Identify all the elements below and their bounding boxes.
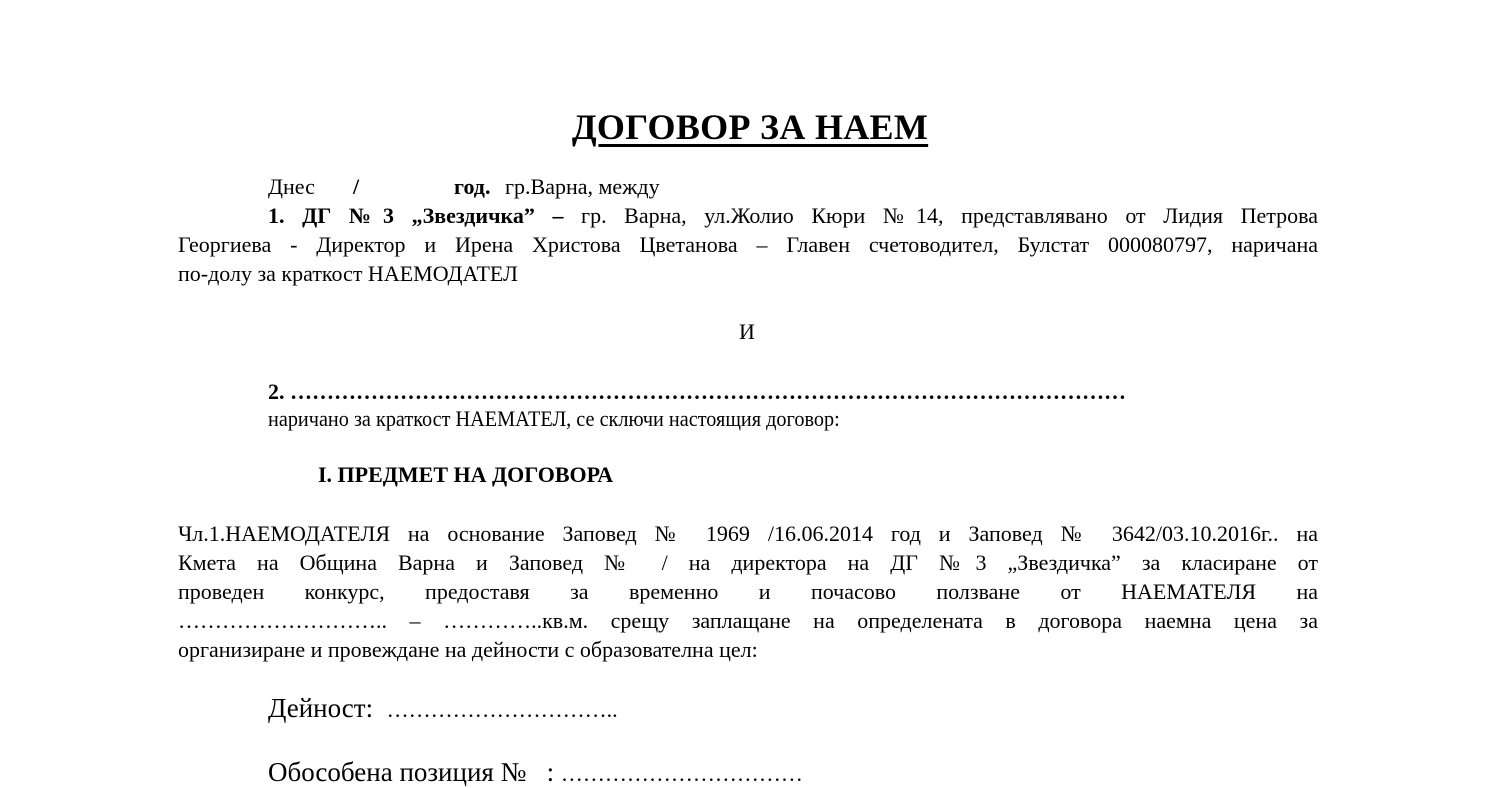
article-line: проведен конкурс, предоставя за временно и почасово ползване от НАЕМАТЕЛЯ на [178,579,1318,604]
party1-paragraph [178,201,1318,288]
article-1-paragraph [178,519,1318,664]
party1-line-3: по-долу за краткост НАЕМОДАТЕЛ [178,261,518,286]
conjunction: И [739,319,755,344]
activity-label: Дейност: [268,693,374,723]
party1-name: ДГ №3 „Звездичка” – [302,203,564,228]
position-field [268,757,803,788]
activity-field [268,693,618,724]
party1-number: 1. [268,203,285,228]
intro-year-label: год. [454,174,491,199]
position-separator: : [546,757,555,787]
section-heading: I. ПРЕДМЕТ НА ДОГОВОРА [318,462,614,487]
article-line: ……………………….. – …………..кв.м. срещу заплащане на определената в договора наемна цена за [178,608,1318,633]
intro-place: гр.Варна, между [505,174,660,199]
article-line: Чл.1.НАЕМОДАТЕЛЯ на основание Заповед № 1969 /16.06.2014 год и Заповед № 3642/03.10.2016г.. на [178,521,1318,546]
intro-prefix: Днес [268,174,315,199]
document-title: ДОГОВОР ЗА НАЕМ [571,107,929,147]
position-label: Обособена позиция № [268,757,527,787]
activity-value: ………………………….. [386,697,618,722]
party1-representative: представлявано от Лидия Петрова [961,203,1319,228]
article-line: Кмета на Община Варна и Заповед № / на директора на ДГ №3 „Звездичка” за класиране от [178,550,1318,575]
party1-address: гр. Варна, ул.Жолио Кюри [581,203,866,228]
intro-date-slash: / [353,174,360,199]
party2-line-2: наричано за краткост НАЕМАТЕЛ, се сключи настоящия договор: [268,406,840,431]
party2-placeholder: …………………………………………………………………………………………………… [290,379,1126,404]
party1-address-number: №14, [882,203,944,228]
position-value: …………………………… [560,761,803,786]
party2-number: 2. [268,379,285,404]
party1-line-2: Георгиева - Директор и Ирена Христова Цветанова – Главен счетоводител, Булстат 000080797, наричана [178,232,1318,257]
party1-line-1 [178,201,1318,230]
party2-line-1 [268,377,1300,406]
article-line: организиране и провеждане на дейности с образователна цел: [178,637,758,662]
